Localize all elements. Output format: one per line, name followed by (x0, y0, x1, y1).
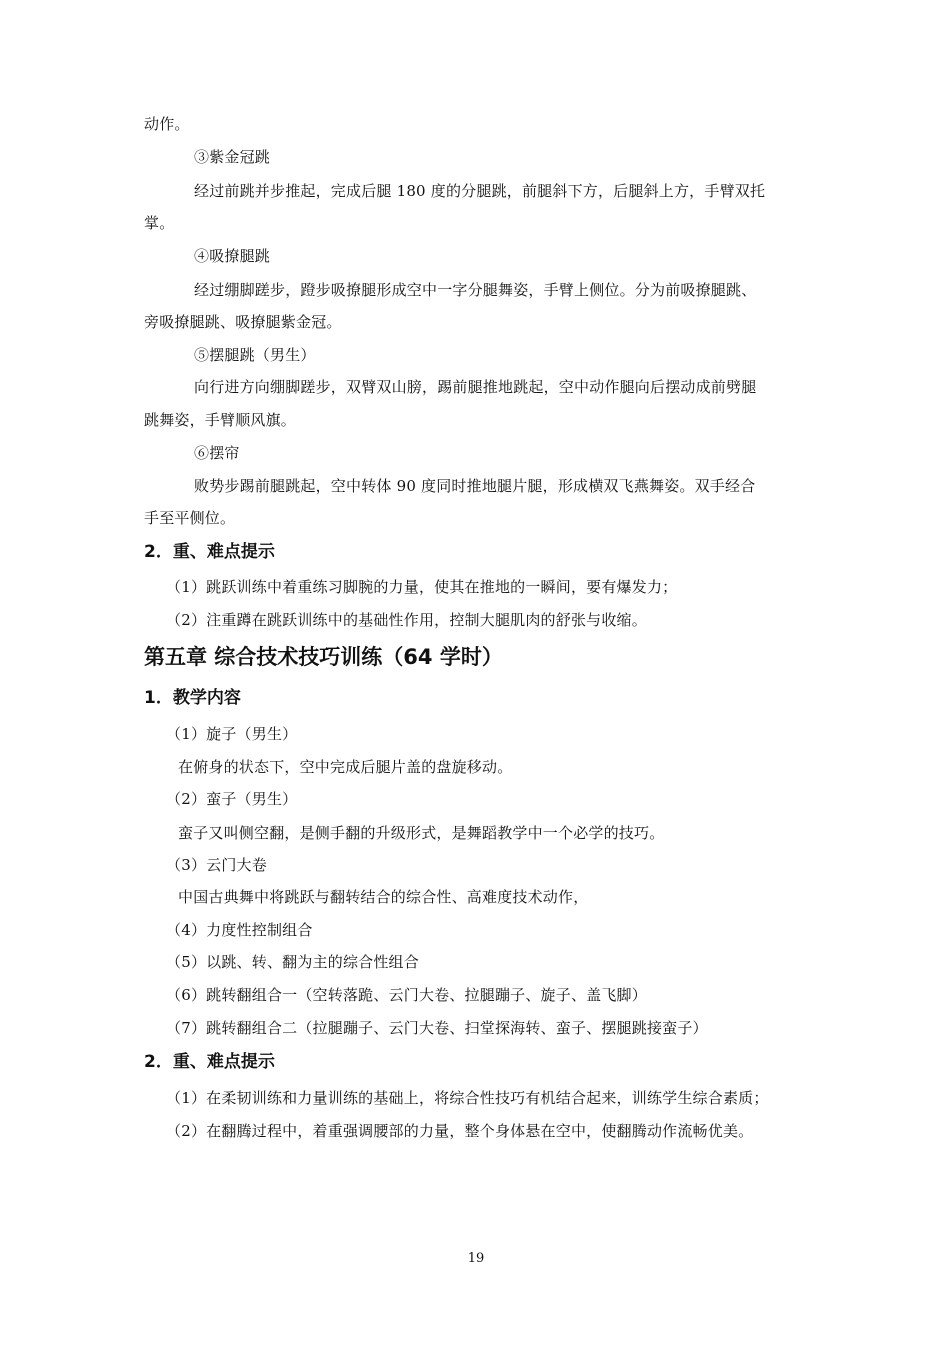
content-item3-title: （3）云门大卷 (166, 856, 267, 874)
page-number: 19 (467, 1251, 485, 1266)
content-item4: （4）力度性控制组合 (166, 921, 313, 939)
content-item1-text: 在俯身的状态下，空中完成后腿片盖的盘旋移动。 (178, 758, 513, 776)
content-item5: （5）以跳、转、翻为主的综合性组合 (166, 953, 419, 971)
content-item2-text: 蛮子又叫侧空翻，是侧手翻的升级形式，是舞蹈教学中一个必学的技巧。 (178, 824, 665, 842)
item4-text-line2: 旁吸撩腿跳、吸撩腿紫金冠。 (144, 313, 342, 331)
item5-text-line2: 跳舞姿，手臂顺风旗。 (144, 411, 297, 429)
key-point-a2: （2）注重蹲在跳跃训练中的基础性作用，控制大腿肌肉的舒张与收缩。 (166, 611, 647, 629)
content-item6: （6）跳转翻组合一（空转落跪、云门大卷、拉腿蹦子、旋子、盖飞脚） (166, 986, 647, 1004)
item3-title: ③紫金冠跳 (194, 148, 271, 166)
content-item3-text: 中国古典舞中将跳跃与翻转结合的综合性、高难度技术动作， (178, 888, 589, 906)
key-point-b1: （1）在柔韧训练和力量训练的基础上，将综合性技巧有机结合起来，训练学生综合素质； (166, 1089, 769, 1107)
content-item1-title: （1）旋子（男生） (166, 725, 298, 743)
item5-text-line1: 向行进方向绷脚蹉步，双臂双山膀，踢前腿推地跳起，空中动作腿向后摆动成前劈腿 (194, 378, 757, 396)
item5-title: ⑤摆腿跳（男生） (194, 346, 316, 364)
item6-title: ⑥摆帘 (194, 444, 240, 462)
content-item7: （7）跳转翻组合二（拉腿蹦子、云门大卷、扫堂探海转、蛮子、摆腿跳接蛮子） (166, 1019, 708, 1037)
chapter-title: 第五章 综合技术技巧训练（64 学时） (144, 645, 503, 669)
item3-text-line2: 掌。 (144, 214, 175, 232)
content-item2-title: （2）蛮子（男生） (166, 790, 298, 808)
key-point-b2: （2）在翻腾过程中，着重强调腰部的力量，整个身体悬在空中，使翻腾动作流畅优美。 (166, 1122, 754, 1140)
item3-text-line1: 经过前跳并步推起，完成后腿 180 度的分腿跳，前腿斜下方，后腿斜上方，手臂双托 (194, 182, 766, 200)
key-point-a1: （1）跳跃训练中着重练习脚腕的力量，使其在推地的一瞬间，要有爆发力； (166, 578, 678, 596)
item6-text-line2: 手至平侧位。 (144, 509, 236, 527)
item4-text-line1: 经过绷脚蹉步，蹬步吸撩腿形成空中一字分腿舞姿，手臂上侧位。分为前吸撩腿跳、 (194, 281, 757, 299)
key-points-heading-a: 2．重、难点提示 (144, 542, 275, 562)
continued-text: 动作。 (144, 115, 190, 133)
item4-title: ④吸撩腿跳 (194, 247, 271, 265)
teaching-content-heading: 1．教学内容 (144, 688, 241, 708)
item6-text-line1: 败势步踢前腿跳起，空中转体 90 度同时推地腿片腿，形成横双飞燕舞姿。双手经合 (194, 477, 756, 495)
key-points-heading-b: 2．重、难点提示 (144, 1052, 275, 1072)
